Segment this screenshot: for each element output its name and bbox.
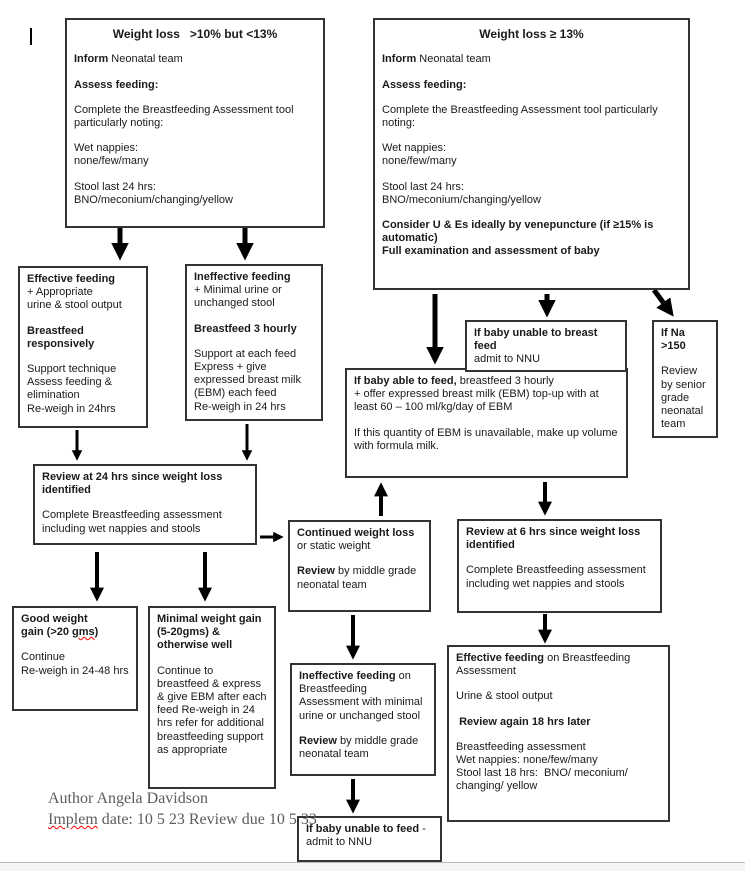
review-body: Complete Breastfeeding assessment including wet nappies and stools	[42, 509, 222, 535]
feed-plan-block	[354, 375, 619, 415]
text-segment: Ineffective feeding	[299, 670, 396, 682]
review-block: Review by senior grade neonatal team	[661, 365, 706, 431]
text-line: urine & stool output	[27, 299, 122, 312]
inform-line	[382, 53, 681, 66]
arrow-wl13-to-na150	[654, 290, 671, 313]
date-line	[48, 810, 317, 831]
text-line: Stool last 24 hrs:	[74, 180, 156, 193]
status-block	[299, 670, 427, 723]
text-line: unchanged stool	[194, 297, 275, 310]
text-line	[21, 626, 129, 639]
text-line: Consider U & Es ideally by venepuncture (if ≥15% is automatic)	[382, 218, 654, 245]
text-segment: by middle grade neonatal team	[299, 734, 419, 760]
text-line: If baby unable to breast feed	[474, 327, 598, 353]
inform-label: Inform	[74, 53, 109, 66]
text-line: + offer expressed breast milk (EBM) top-up with at least 60 – 100 ml/kg/day of EBM	[354, 388, 599, 414]
text-segment: by middle grade neonatal team	[297, 565, 417, 591]
review-heading: Review at 24 hrs since weight loss identified	[42, 471, 223, 497]
misspelled-word: Implem	[48, 810, 98, 828]
heading-block: Minimal weight gain (5-20gms) & otherwise well	[157, 613, 262, 652]
actions-block	[27, 363, 139, 416]
stool-lines	[74, 181, 316, 207]
actions-block	[21, 651, 129, 677]
box-continued-weight-loss	[288, 520, 431, 612]
text-line: + Minimal urine or	[194, 284, 282, 297]
text-line: Support technique	[27, 362, 117, 375]
inform-line	[74, 53, 316, 66]
text-line: Wet nappies:	[382, 142, 447, 155]
text-line: Re-weigh in 24-48 hrs	[21, 664, 129, 677]
actions-block	[194, 348, 314, 414]
text-segment: Effective feeding	[456, 652, 545, 664]
wet-nappies-lines	[382, 142, 681, 168]
text-line: none/few/many	[382, 155, 457, 168]
review-again-heading: Review again 18 hrs later	[456, 715, 591, 728]
box-effective-feeding	[18, 266, 148, 428]
text-segment: date: 10 5 23 Review due 10 5 33	[97, 810, 317, 828]
status-block	[297, 527, 422, 553]
box-unable-feed-admit-nnu	[297, 816, 442, 862]
inform-label: Inform	[382, 53, 417, 66]
box-review-6hrs	[457, 519, 662, 613]
review-block	[299, 735, 427, 761]
box-able-to-feed	[345, 368, 628, 478]
box-weight-loss-13	[373, 18, 690, 290]
text-segment: - admit to NNU	[306, 823, 426, 849]
author-line: Author Angela Davidson	[48, 790, 208, 807]
assessment-block	[456, 741, 661, 794]
stool-lines	[382, 181, 681, 207]
heading-block	[194, 271, 314, 311]
text-line: Ineffective feeding	[194, 271, 291, 283]
box-title: Weight loss ≥ 13%	[479, 27, 584, 41]
text-segment: If baby able to feed,	[354, 375, 457, 387]
text-line: Re-weigh in 24 hrs	[194, 400, 286, 413]
box-good-weight-gain	[12, 606, 138, 711]
box-ineffective-feeding	[185, 264, 323, 421]
text-line: Continue	[21, 651, 66, 664]
inform-text: Neonatal team	[416, 53, 491, 66]
text-segment: breastfeed 3 hourly	[456, 375, 554, 387]
text-line: Support at each feed	[194, 347, 297, 360]
text-line: >150	[661, 340, 686, 353]
box-review-24hrs	[33, 464, 257, 545]
text-line: Re-weigh in 24hrs	[27, 402, 116, 415]
assess-heading: Assess feeding:	[382, 78, 467, 91]
review-heading: Review at 6 hrs since weight loss identified	[466, 526, 641, 552]
breastfeed-heading: Breastfeed 3 hourly	[194, 322, 297, 335]
box-na-over-150	[652, 320, 718, 438]
text-segment: on Breastfeeding Assessment	[456, 652, 631, 678]
breastfeed-heading: Breastfeed responsively	[27, 324, 95, 350]
text-line: + Appropriate	[27, 286, 93, 299]
condition-block	[661, 327, 709, 353]
text-line: Stool last 24 hrs:	[382, 180, 464, 193]
box-minimal-weight-gain	[148, 606, 276, 789]
box-effective-on-assessment	[447, 645, 670, 822]
status-block	[456, 652, 661, 678]
misspelled-word: gms	[72, 626, 95, 639]
text-line: If Na	[661, 327, 685, 339]
heading-block	[21, 613, 129, 639]
text-line: Stool last 18 hrs: BNO/ meconium/ changing/ yellow	[456, 767, 631, 793]
status-block	[306, 823, 433, 849]
text-segment: If baby unable to feed	[306, 823, 420, 835]
status-block	[474, 327, 618, 367]
text-line: BNO/meconium/changing/yellow	[382, 193, 541, 206]
heading-block	[27, 273, 139, 313]
review-block	[297, 565, 422, 591]
box-title: Weight loss >10% but <13%	[112, 27, 278, 41]
consider-lines	[382, 219, 681, 259]
text-line: Express + give expressed breast milk (EBM) each feed	[194, 360, 301, 400]
text-segment: Review	[299, 734, 337, 747]
review-body: Complete Breastfeeding assessment including wet nappies and stools	[466, 564, 646, 590]
box-unable-breastfeed-admit-nnu	[465, 320, 627, 372]
text-segment: Continued weight loss	[297, 527, 415, 539]
text-line: admit to NNU	[474, 353, 541, 366]
text-segment: gain (>20	[21, 626, 73, 639]
text-cursor-mark	[30, 28, 32, 45]
assess-heading: Assess feeding:	[74, 78, 159, 91]
text-line: Full examination and assessment of baby	[382, 245, 600, 258]
text-line: BNO/meconium/changing/yellow	[74, 193, 233, 206]
text-line: Wet nappies:	[74, 142, 139, 155]
box-ineffective-on-assessment	[290, 663, 436, 776]
text-line: Assess feeding & elimination	[27, 376, 112, 402]
complete-text: Complete the Breastfeeding Assessment tool particularly noting:	[74, 103, 294, 129]
document-footer	[48, 789, 317, 831]
text-line: Good weight	[21, 613, 88, 625]
wet-nappies-lines	[74, 142, 316, 168]
text-segment: )	[94, 626, 99, 639]
text-segment: Review	[297, 565, 335, 578]
box-weight-loss-10-13	[65, 18, 325, 228]
formula-fallback-text: If this quantity of EBM is unavailable, make up volume with formula milk.	[354, 426, 618, 452]
text-line: Wet nappies: none/few/many	[456, 753, 598, 766]
actions-block: Continue to breastfeed & express & give EBM after each feed Re-weigh in 24 hrs refer for additional breastfeeding support as appropriate	[157, 664, 267, 756]
text-line: Effective feeding	[27, 273, 116, 285]
text-line: Breastfeeding assessment	[456, 740, 586, 753]
complete-text: Complete the Breastfeeding Assessment tool particularly noting:	[382, 103, 658, 129]
text-segment: or static weight	[297, 540, 371, 553]
text-segment: on Breastfeeding Assessment with minimal urine or unchanged stool	[299, 670, 423, 722]
text-line: none/few/many	[74, 155, 149, 168]
urine-stool-text: Urine & stool output	[456, 690, 553, 703]
inform-text: Neonatal team	[108, 53, 183, 66]
